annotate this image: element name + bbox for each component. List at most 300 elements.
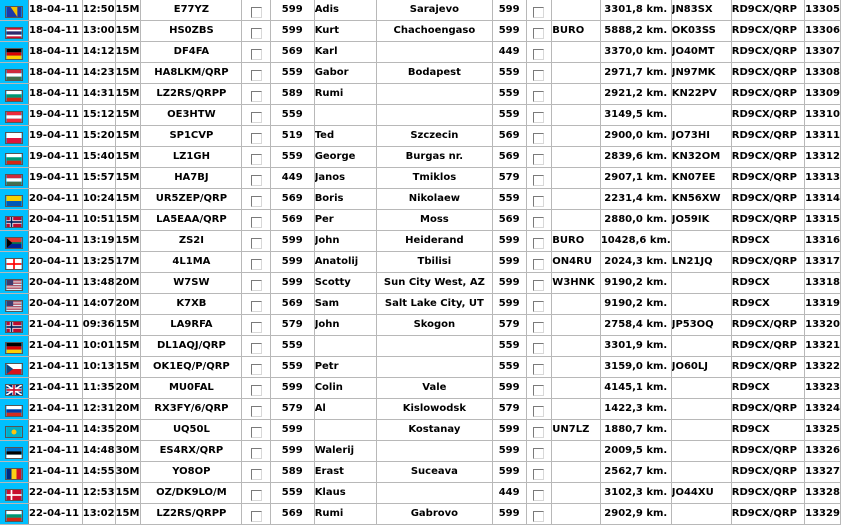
- operator-name: Anatolij: [314, 252, 376, 273]
- my-callsign: RD9CX/QRP: [731, 21, 804, 42]
- qsl-sent-checkbox[interactable]: [242, 504, 270, 525]
- table-row[interactable]: [0, 294, 841, 315]
- country-flag-icon: [0, 231, 29, 252]
- qsl-via: [552, 441, 601, 462]
- table-row[interactable]: [0, 189, 841, 210]
- qso-callsign: SP1CVP: [141, 126, 242, 147]
- table-row[interactable]: [0, 21, 841, 42]
- grid-locator: JO59IK: [671, 210, 731, 231]
- grid-locator: JO73HI: [671, 126, 731, 147]
- qsl-received-checkbox[interactable]: [526, 84, 552, 105]
- qso-band: 15M: [115, 147, 141, 168]
- qsl-received-checkbox[interactable]: [526, 63, 552, 84]
- checkbox[interactable]: [251, 259, 262, 270]
- checkbox[interactable]: [533, 364, 544, 375]
- qsl-sent-checkbox[interactable]: [242, 336, 270, 357]
- operator-name: Ted: [314, 126, 376, 147]
- checkbox[interactable]: [533, 7, 544, 18]
- distance: 4145,1 km.: [600, 378, 671, 399]
- table-row[interactable]: [0, 504, 841, 525]
- qso-time: 14:35: [82, 420, 115, 441]
- qth-location: [377, 441, 493, 462]
- qso-band: 15M: [115, 210, 141, 231]
- checkbox[interactable]: [533, 301, 544, 312]
- qsl-via: [552, 336, 601, 357]
- qsl-sent-checkbox[interactable]: [242, 273, 270, 294]
- table-row[interactable]: [0, 273, 841, 294]
- my-callsign: RD9CX/QRP: [731, 126, 804, 147]
- rst-sent: 599: [270, 441, 314, 462]
- table-row[interactable]: [0, 126, 841, 147]
- operator-name: Petr: [314, 357, 376, 378]
- checkbox[interactable]: [251, 28, 262, 39]
- my-callsign: RD9CX/QRP: [731, 0, 804, 21]
- my-callsign: RD9CX/QRP: [731, 42, 804, 63]
- qso-number: 13314: [805, 189, 841, 210]
- qsl-received-checkbox[interactable]: [526, 483, 552, 504]
- qso-number: 13320: [805, 315, 841, 336]
- qsl-sent-checkbox[interactable]: [242, 420, 270, 441]
- qsl-sent-checkbox[interactable]: [242, 483, 270, 504]
- checkbox[interactable]: [533, 70, 544, 81]
- checkbox[interactable]: [533, 427, 544, 438]
- country-flag-icon: [0, 504, 29, 525]
- table-row[interactable]: [0, 210, 841, 231]
- operator-name: Rumi: [314, 504, 376, 525]
- rst-sent: 599: [270, 21, 314, 42]
- country-flag-icon: [0, 210, 29, 231]
- country-flag-icon: [0, 189, 29, 210]
- qsl-received-checkbox[interactable]: [526, 441, 552, 462]
- qso-band: 15M: [115, 105, 141, 126]
- operator-name: [314, 420, 376, 441]
- country-flag-icon: [0, 168, 29, 189]
- qso-callsign: 4L1MA: [141, 252, 242, 273]
- checkbox[interactable]: [533, 175, 544, 186]
- qsl-via: [552, 0, 601, 21]
- qsl-received-checkbox[interactable]: [526, 105, 552, 126]
- qso-date: 18-04-11: [29, 42, 83, 63]
- qsl-received-checkbox[interactable]: [526, 462, 552, 483]
- grid-locator: [671, 273, 731, 294]
- rst-sent: 599: [270, 378, 314, 399]
- distance: 2758,4 km.: [600, 315, 671, 336]
- qsl-via: [552, 42, 601, 63]
- my-callsign: RD9CX: [731, 273, 804, 294]
- qso-callsign: LZ2RS/QRPP: [141, 504, 242, 525]
- grid-locator: [671, 441, 731, 462]
- qso-date: 21-04-11: [29, 378, 83, 399]
- qsl-sent-checkbox[interactable]: [242, 105, 270, 126]
- qso-time: 13:00: [82, 21, 115, 42]
- qso-number: 13312: [805, 147, 841, 168]
- rst-received: 599: [492, 420, 526, 441]
- operator-name: Karl: [314, 42, 376, 63]
- qsl-via: [552, 189, 601, 210]
- checkbox[interactable]: [251, 49, 262, 60]
- operator-name: Al: [314, 399, 376, 420]
- rst-received: 599: [492, 252, 526, 273]
- checkbox[interactable]: [533, 406, 544, 417]
- qso-date: 20-04-11: [29, 231, 83, 252]
- my-callsign: RD9CX/QRP: [731, 315, 804, 336]
- checkbox[interactable]: [251, 490, 262, 501]
- qso-band: 15M: [115, 21, 141, 42]
- qsl-sent-checkbox[interactable]: [242, 126, 270, 147]
- checkbox[interactable]: [251, 70, 262, 81]
- qsl-received-checkbox[interactable]: [526, 252, 552, 273]
- table-row[interactable]: [0, 399, 841, 420]
- checkbox[interactable]: [251, 196, 262, 207]
- qth-location: [377, 105, 493, 126]
- grid-locator: [671, 294, 731, 315]
- checkbox[interactable]: [533, 28, 544, 39]
- my-callsign: RD9CX/QRP: [731, 252, 804, 273]
- distance: 2902,9 km.: [600, 504, 671, 525]
- grid-locator: KN56XW: [671, 189, 731, 210]
- checkbox[interactable]: [533, 511, 544, 522]
- qth-location: Kislowodsk: [377, 399, 493, 420]
- qsl-sent-checkbox[interactable]: [242, 231, 270, 252]
- rst-sent: 579: [270, 399, 314, 420]
- country-flag-icon: [0, 441, 29, 462]
- table-row[interactable]: [0, 42, 841, 63]
- qso-date: 19-04-11: [29, 105, 83, 126]
- qso-band: 15M: [115, 357, 141, 378]
- operator-name: Gabor: [314, 63, 376, 84]
- qsl-via: [552, 294, 601, 315]
- distance: 9190,2 km.: [600, 273, 671, 294]
- qsl-received-checkbox[interactable]: [526, 336, 552, 357]
- rst-received: 449: [492, 483, 526, 504]
- qsl-sent-checkbox[interactable]: [242, 189, 270, 210]
- qsl-sent-checkbox[interactable]: [242, 21, 270, 42]
- qsl-received-checkbox[interactable]: [526, 210, 552, 231]
- checkbox[interactable]: [251, 217, 262, 228]
- table-row[interactable]: [0, 147, 841, 168]
- qso-band: 20M: [115, 294, 141, 315]
- operator-name: John: [314, 315, 376, 336]
- rst-sent: 599: [270, 252, 314, 273]
- distance: 1422,3 km.: [600, 399, 671, 420]
- checkbox[interactable]: [251, 301, 262, 312]
- checkbox[interactable]: [251, 322, 262, 333]
- table-row[interactable]: [0, 462, 841, 483]
- qsl-received-checkbox[interactable]: [526, 147, 552, 168]
- operator-name: [314, 105, 376, 126]
- rst-received: 569: [492, 147, 526, 168]
- operator-name: Janos: [314, 168, 376, 189]
- qso-band: 20M: [115, 378, 141, 399]
- qsl-sent-checkbox[interactable]: [242, 252, 270, 273]
- table-row[interactable]: [0, 252, 841, 273]
- checkbox[interactable]: [251, 427, 262, 438]
- checkbox[interactable]: [251, 91, 262, 102]
- qso-callsign: MU0FAL: [141, 378, 242, 399]
- my-callsign: RD9CX/QRP: [731, 462, 804, 483]
- rst-received: 579: [492, 399, 526, 420]
- qso-band: 20M: [115, 399, 141, 420]
- qso-band: 20M: [115, 420, 141, 441]
- rst-sent: 559: [270, 105, 314, 126]
- qth-location: Gabrovo: [377, 504, 493, 525]
- table-row[interactable]: [0, 0, 841, 21]
- qso-callsign: YO8OP: [141, 462, 242, 483]
- qso-callsign: LZ1GH: [141, 147, 242, 168]
- checkbox[interactable]: [533, 322, 544, 333]
- qsl-received-checkbox[interactable]: [526, 273, 552, 294]
- checkbox[interactable]: [533, 154, 544, 165]
- checkbox[interactable]: [533, 133, 544, 144]
- table-row[interactable]: [0, 483, 841, 504]
- table-row[interactable]: [0, 315, 841, 336]
- table-row[interactable]: [0, 378, 841, 399]
- distance: 2900,0 km.: [600, 126, 671, 147]
- qso-time: 13:02: [82, 504, 115, 525]
- rst-received: 599: [492, 378, 526, 399]
- qth-location: Szczecin: [377, 126, 493, 147]
- qsl-received-checkbox[interactable]: [526, 420, 552, 441]
- qsl-sent-checkbox[interactable]: [242, 378, 270, 399]
- grid-locator: [671, 336, 731, 357]
- qso-number: 13318: [805, 273, 841, 294]
- qsl-sent-checkbox[interactable]: [242, 84, 270, 105]
- qth-location: [377, 84, 493, 105]
- qso-date: 19-04-11: [29, 147, 83, 168]
- qso-date: 19-04-11: [29, 126, 83, 147]
- checkbox[interactable]: [251, 511, 262, 522]
- qso-number: 13315: [805, 210, 841, 231]
- qsl-via: UN7LZ: [552, 420, 601, 441]
- qsl-received-checkbox[interactable]: [526, 315, 552, 336]
- my-callsign: RD9CX: [731, 378, 804, 399]
- operator-name: Walerij: [314, 441, 376, 462]
- qso-time: 12:50: [82, 0, 115, 21]
- checkbox[interactable]: [251, 364, 262, 375]
- checkbox[interactable]: [251, 448, 262, 459]
- qso-callsign: ES4RX/QRP: [141, 441, 242, 462]
- country-flag-icon: [0, 315, 29, 336]
- qsl-sent-checkbox[interactable]: [242, 42, 270, 63]
- qth-location: Nikolaew: [377, 189, 493, 210]
- table-row[interactable]: [0, 84, 841, 105]
- checkbox[interactable]: [533, 280, 544, 291]
- table-row[interactable]: [0, 168, 841, 189]
- qth-location: Suceava: [377, 462, 493, 483]
- qsl-received-checkbox[interactable]: [526, 42, 552, 63]
- distance: 2009,5 km.: [600, 441, 671, 462]
- qsl-received-checkbox[interactable]: [526, 21, 552, 42]
- checkbox[interactable]: [533, 238, 544, 249]
- checkbox[interactable]: [251, 385, 262, 396]
- distance: 3102,3 km.: [600, 483, 671, 504]
- operator-name: Scotty: [314, 273, 376, 294]
- qsl-sent-checkbox[interactable]: [242, 168, 270, 189]
- qso-callsign: RX3FY/6/QRP: [141, 399, 242, 420]
- qsl-received-checkbox[interactable]: [526, 126, 552, 147]
- operator-name: Rumi: [314, 84, 376, 105]
- qso-date: 20-04-11: [29, 273, 83, 294]
- qso-date: 21-04-11: [29, 399, 83, 420]
- checkbox[interactable]: [251, 238, 262, 249]
- table-row[interactable]: [0, 63, 841, 84]
- country-flag-icon: [0, 420, 29, 441]
- qsl-via: [552, 105, 601, 126]
- qso-band: 15M: [115, 84, 141, 105]
- qsl-received-checkbox[interactable]: [526, 189, 552, 210]
- country-flag-icon: [0, 147, 29, 168]
- distance: 2839,6 km.: [600, 147, 671, 168]
- table-row[interactable]: [0, 105, 841, 126]
- qsl-via: [552, 483, 601, 504]
- qso-callsign: UQ50L: [141, 420, 242, 441]
- rst-received: 579: [492, 315, 526, 336]
- checkbox[interactable]: [533, 112, 544, 123]
- table-row[interactable]: [0, 231, 841, 252]
- country-flag-icon: [0, 273, 29, 294]
- qsl-received-checkbox[interactable]: [526, 231, 552, 252]
- qso-time: 10:51: [82, 210, 115, 231]
- grid-locator: [671, 420, 731, 441]
- qsl-via: [552, 462, 601, 483]
- qso-number: 13316: [805, 231, 841, 252]
- qsl-sent-checkbox[interactable]: [242, 441, 270, 462]
- distance: 2971,7 km.: [600, 63, 671, 84]
- qth-location: [377, 336, 493, 357]
- rst-sent: 559: [270, 63, 314, 84]
- rst-received: 559: [492, 63, 526, 84]
- qsl-received-checkbox[interactable]: [526, 168, 552, 189]
- qsl-received-checkbox[interactable]: [526, 504, 552, 525]
- qso-band: 30M: [115, 462, 141, 483]
- rst-received: 569: [492, 126, 526, 147]
- table-row[interactable]: [0, 441, 841, 462]
- grid-locator: JO40MT: [671, 42, 731, 63]
- rst-received: 559: [492, 105, 526, 126]
- rst-received: 599: [492, 294, 526, 315]
- qth-location: Skogon: [377, 315, 493, 336]
- qsl-sent-checkbox[interactable]: [242, 399, 270, 420]
- qso-number: 13323: [805, 378, 841, 399]
- country-flag-icon: [0, 21, 29, 42]
- rst-received: 569: [492, 210, 526, 231]
- qsl-sent-checkbox[interactable]: [242, 63, 270, 84]
- qth-location: Salt Lake City, UT: [377, 294, 493, 315]
- operator-name: Per: [314, 210, 376, 231]
- qsl-via: [552, 84, 601, 105]
- checkbox[interactable]: [533, 469, 544, 480]
- rst-received: 599: [492, 504, 526, 525]
- operator-name: Colin: [314, 378, 376, 399]
- qsl-sent-checkbox[interactable]: [242, 147, 270, 168]
- qsl-sent-checkbox[interactable]: [242, 357, 270, 378]
- distance: 3149,5 km.: [600, 105, 671, 126]
- table-row[interactable]: [0, 420, 841, 441]
- qso-time: 13:19: [82, 231, 115, 252]
- grid-locator: [671, 399, 731, 420]
- country-flag-icon: [0, 105, 29, 126]
- qsl-sent-checkbox[interactable]: [242, 315, 270, 336]
- checkbox[interactable]: [251, 133, 262, 144]
- distance: 5888,2 km.: [600, 21, 671, 42]
- my-callsign: RD9CX: [731, 420, 804, 441]
- distance: 3370,0 km.: [600, 42, 671, 63]
- distance: 9190,2 km.: [600, 294, 671, 315]
- checkbox[interactable]: [533, 490, 544, 501]
- qso-number: 13324: [805, 399, 841, 420]
- rst-received: 559: [492, 84, 526, 105]
- grid-locator: KN22PV: [671, 84, 731, 105]
- qsl-via: [552, 378, 601, 399]
- checkbox[interactable]: [251, 154, 262, 165]
- country-flag-icon: [0, 294, 29, 315]
- qso-callsign: HA8LKM/QRP: [141, 63, 242, 84]
- rst-received: 559: [492, 357, 526, 378]
- qso-band: 15M: [115, 0, 141, 21]
- checkbox[interactable]: [251, 280, 262, 291]
- checkbox[interactable]: [251, 343, 262, 354]
- table-row[interactable]: [0, 357, 841, 378]
- checkbox[interactable]: [533, 448, 544, 459]
- checkbox[interactable]: [251, 175, 262, 186]
- qso-number: 13311: [805, 126, 841, 147]
- qsl-received-checkbox[interactable]: [526, 378, 552, 399]
- distance: 2921,2 km.: [600, 84, 671, 105]
- qth-location: Burgas nr.: [377, 147, 493, 168]
- qsl-sent-checkbox[interactable]: [242, 294, 270, 315]
- qsl-sent-checkbox[interactable]: [242, 0, 270, 21]
- qsl-received-checkbox[interactable]: [526, 0, 552, 21]
- checkbox[interactable]: [533, 385, 544, 396]
- checkbox[interactable]: [533, 91, 544, 102]
- qso-date: 18-04-11: [29, 0, 83, 21]
- checkbox[interactable]: [533, 259, 544, 270]
- qso-band: 15M: [115, 126, 141, 147]
- checkbox[interactable]: [251, 469, 262, 480]
- qso-band: 15M: [115, 504, 141, 525]
- qso-time: 14:12: [82, 42, 115, 63]
- qsl-via: [552, 210, 601, 231]
- country-flag-icon: [0, 252, 29, 273]
- checkbox[interactable]: [251, 7, 262, 18]
- checkbox[interactable]: [533, 196, 544, 207]
- qth-location: [377, 42, 493, 63]
- country-flag-icon: [0, 378, 29, 399]
- rst-sent: 559: [270, 357, 314, 378]
- grid-locator: OK03SS: [671, 21, 731, 42]
- checkbox[interactable]: [251, 406, 262, 417]
- qsl-received-checkbox[interactable]: [526, 294, 552, 315]
- qso-date: 21-04-11: [29, 441, 83, 462]
- rst-sent: 579: [270, 315, 314, 336]
- rst-sent: 569: [270, 210, 314, 231]
- table-row[interactable]: [0, 336, 841, 357]
- qth-location: Kostanay: [377, 420, 493, 441]
- checkbox[interactable]: [533, 49, 544, 60]
- checkbox[interactable]: [251, 112, 262, 123]
- checkbox[interactable]: [533, 217, 544, 228]
- qsl-sent-checkbox[interactable]: [242, 462, 270, 483]
- country-flag-icon: [0, 462, 29, 483]
- qsl-sent-checkbox[interactable]: [242, 210, 270, 231]
- rst-sent: 449: [270, 168, 314, 189]
- checkbox[interactable]: [533, 343, 544, 354]
- qsl-received-checkbox[interactable]: [526, 399, 552, 420]
- qso-date: 21-04-11: [29, 315, 83, 336]
- my-callsign: RD9CX/QRP: [731, 441, 804, 462]
- operator-name: Klaus: [314, 483, 376, 504]
- qsl-received-checkbox[interactable]: [526, 357, 552, 378]
